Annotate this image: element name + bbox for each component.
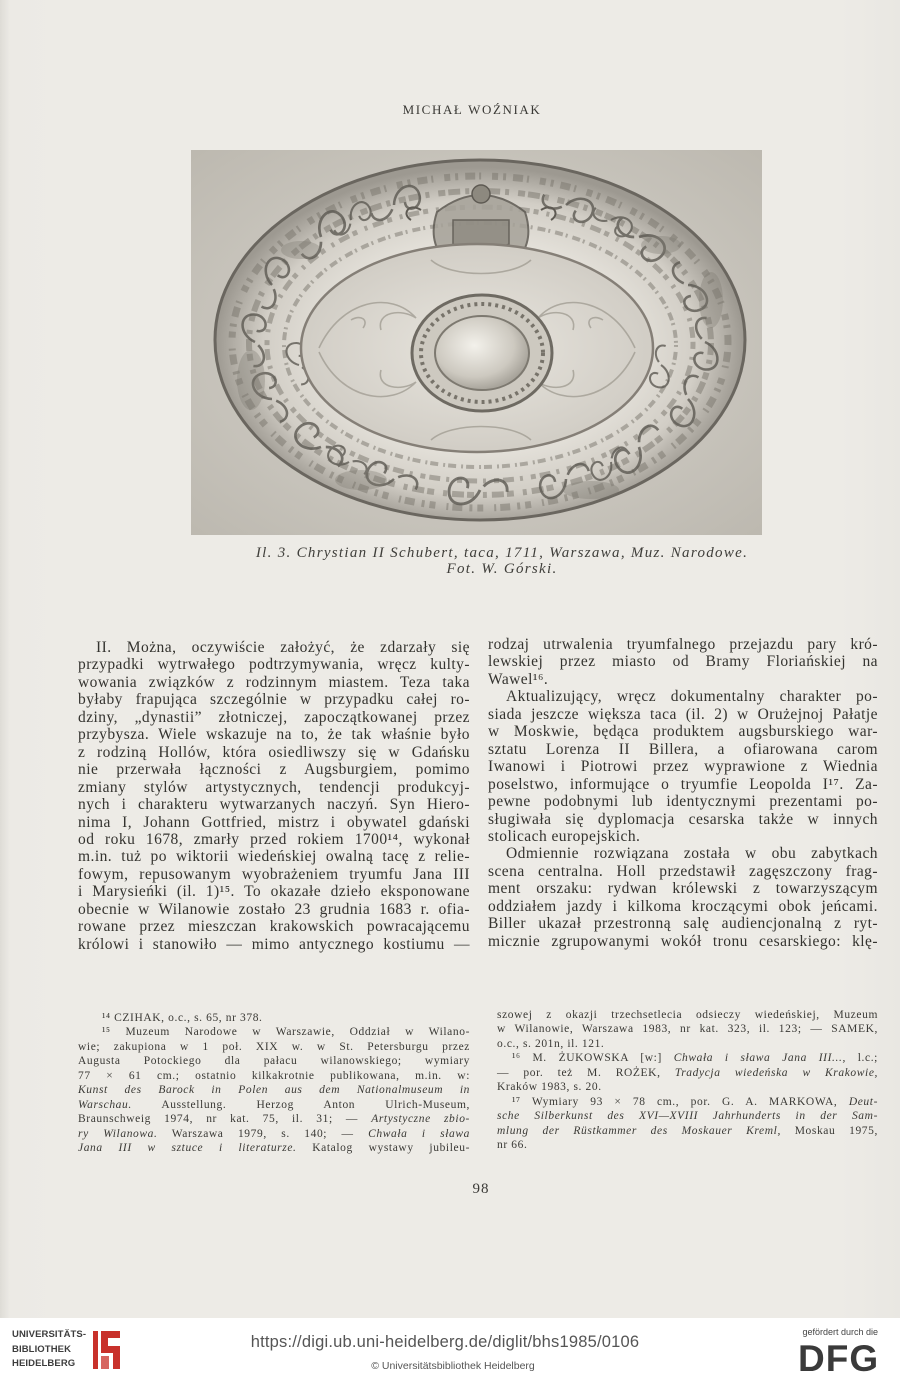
footnote-title: Artystyczne zbio- bbox=[371, 1113, 470, 1126]
text-line: od roku 1678, zmarły przed rokiem 1700¹⁴, wykonał bbox=[78, 830, 470, 848]
text-line: fowym, repusowanym wyobrażeniem tryumfu Jana III bbox=[78, 865, 470, 883]
text-line: Aktualizujący, wręcz dokumentalny charakter po- bbox=[506, 688, 878, 706]
footnote-title: ry Wilanowa. bbox=[78, 1127, 158, 1140]
footnote-text: l.c.; bbox=[845, 1052, 878, 1065]
footnote-line bbox=[78, 1025, 470, 1039]
footnotes-left bbox=[78, 1011, 470, 1155]
footnote-text: w Wilanowie, Warszawa 1983, nr kat. 323, il. 123; — SAMEK, bbox=[497, 1023, 878, 1036]
permalink-url[interactable]: https://digi.ub.uni-heidelberg.de/diglit/bhs1985/0106 bbox=[250, 1333, 640, 1351]
library-logo-line: HEIDELBERG bbox=[12, 1358, 76, 1369]
text-line: Biller ukazał przestronną salę audiencjonalną z ryt- bbox=[488, 915, 878, 933]
footnote-title: Warschau. bbox=[78, 1098, 132, 1111]
text-line: poselstwo, informujące o tryumfie Leopolda I¹⁷. Za- bbox=[488, 775, 878, 793]
library-logo-text bbox=[12, 1328, 86, 1372]
text-line: pewne podobnymi lub identycznymi prezentami po- bbox=[488, 793, 878, 811]
funding-note: gefördert durch die bbox=[802, 1327, 878, 1337]
text-line: zmiany stylów artystycznych, tendencji produkcyj- bbox=[78, 778, 470, 796]
tray-photo bbox=[191, 150, 762, 535]
footnote-text: — por. też M. ROŻEK, bbox=[497, 1066, 675, 1079]
footnote-line bbox=[78, 1127, 470, 1141]
footnote-line bbox=[497, 1037, 878, 1051]
text-line: nima I, Johann Gottfried, mistrz i obywatel gdański bbox=[78, 813, 470, 831]
figure-caption bbox=[222, 545, 782, 577]
text-line: lewskiej przez miasto od Bramy Floriańskiej na bbox=[488, 653, 878, 671]
footnote-text: nr 66. bbox=[497, 1138, 528, 1151]
text-line: II. Można, oczywiście założyć, że zdarzały się bbox=[96, 639, 470, 656]
footnote-title: Jana III w sztuce i literaturze. bbox=[78, 1141, 297, 1154]
footnote-title: Kunst des Barock in Polen aus dem Nationalmuseum in bbox=[78, 1084, 470, 1097]
text-line: obecnie w Wilanowie zostało 23 grudnia 1683 r. ofia- bbox=[78, 900, 470, 918]
footnote-text: Warszawa 1979, s. 140; — bbox=[157, 1127, 369, 1140]
text-line: rowane przez mieszczan krakowskich powracającemu bbox=[78, 918, 470, 936]
footnote-line bbox=[78, 1011, 470, 1025]
footnote-line bbox=[497, 1008, 878, 1022]
text-line: królowi i stanowiło — mimo antycznego kostiumu — bbox=[78, 935, 470, 953]
footnote-line bbox=[497, 1109, 878, 1123]
text-line: scena centralna. Holl przedstawił zagęszczony frag- bbox=[488, 862, 878, 880]
text-line: przybysza. Wiele wskazuje na to, że tak właśnie było bbox=[78, 726, 470, 744]
text-line: nie przerwała łączności z Augsburgiem, pomimo bbox=[78, 761, 470, 779]
footnote-line bbox=[78, 1069, 470, 1083]
footnote-line bbox=[497, 1022, 878, 1036]
text-line: z rodziną Hollów, która osiedliwszy się w Gdańsku bbox=[78, 743, 470, 761]
body-column-left bbox=[78, 639, 470, 953]
footnote-line bbox=[497, 1124, 878, 1138]
footnote-title: mlung der Rüstkammer des Moskauer Kreml, bbox=[497, 1124, 781, 1137]
text-line: stolicach europejskich. bbox=[488, 827, 641, 845]
footnote-text: wie; zakupiona w 1 poł. XIX w. w St. Petersburgu przez bbox=[78, 1040, 470, 1053]
text-line: micznie zgrupowanymi wokół tronu cesarskiego: klę- bbox=[488, 932, 878, 950]
text-line: sługiwała się dyplomacja cesarska także w innych bbox=[488, 810, 878, 828]
library-logo-line: UNIVERSITÄTS- bbox=[12, 1329, 87, 1340]
footnote-text: szowej z okazji trzechsetlecia odsieczy wiedeńskiej, Muzeum bbox=[497, 1009, 878, 1021]
footnote-line bbox=[78, 1098, 470, 1112]
footnote-text: ¹⁶ M. ŻUKOWSKA [w:] bbox=[512, 1052, 674, 1065]
footnote-text: Katalog wystawy jubileu- bbox=[296, 1141, 470, 1154]
figure-photo-tray bbox=[191, 150, 762, 535]
running-header-author: MICHAŁ WOŹNIAK bbox=[402, 102, 542, 117]
footnote-text: Ausstellung. Herzog Anton Ulrich-Museum, bbox=[131, 1098, 470, 1111]
footnote-line bbox=[497, 1080, 878, 1094]
footnote-text: ¹⁵ Muzeum Narodowe w Warszawie, Oddział w Wilano- bbox=[102, 1026, 470, 1039]
text-line: Wawel¹⁶. bbox=[488, 670, 549, 688]
footnote-line bbox=[497, 1051, 878, 1065]
footnote-text: 77 × 61 cm.; ostatnio kilkakrotnie publikowana, m.in. w: bbox=[78, 1069, 470, 1082]
footnote-line bbox=[497, 1066, 878, 1080]
library-logo-line: BIBLIOTHEK bbox=[12, 1343, 72, 1355]
library-footer bbox=[0, 1318, 900, 1383]
text-line: rodzaj utrwalenia tryumfalnego przejazdu pary kró- bbox=[488, 636, 878, 653]
body-column-right bbox=[488, 636, 878, 950]
library-logo-icon bbox=[91, 1327, 123, 1373]
text-line: nych i charakteru wytwarzanych naczyń. Syn Hiero- bbox=[78, 796, 470, 814]
footnote-line bbox=[78, 1141, 470, 1155]
dfg-logo: DFG bbox=[798, 1338, 880, 1379]
footnote-text: Augusta Potockiego dla pałacu wilanowskiego; wymiary bbox=[78, 1055, 470, 1068]
text-line: i Marysieńki (il. 1)¹⁵. To okazałe dzieło eksponowane bbox=[78, 883, 470, 901]
text-line: ment orszaku: rydwan królewski z towarzyszącym bbox=[488, 880, 878, 898]
text-line: byłaby frapująca szczególnie w przypadku całej ro- bbox=[78, 691, 470, 709]
footnote-title: Chwała i sława bbox=[368, 1127, 470, 1140]
footnote-line bbox=[78, 1054, 470, 1068]
copyright-notice: © Universitätsbibliothek Heidelberg bbox=[371, 1360, 535, 1372]
footnotes-right bbox=[497, 1008, 878, 1152]
text-line: siada jeszcze większa taca (il. 2) w Orużejnoj Pałatje bbox=[488, 705, 878, 723]
text-line: Odmiennie rozwiązana została w obu zabytkach bbox=[506, 845, 878, 863]
text-line: Iwanowi i Piotrowi przez wyprawione z Wiednia bbox=[488, 758, 878, 776]
tray-medallion bbox=[412, 295, 552, 411]
footnote-text: ¹⁴ CZIHAK, o.c., s. 65, nr 378. bbox=[102, 1012, 263, 1024]
page-number: 98 bbox=[472, 1181, 490, 1197]
text-line: oddziałem jazdy i kilkoma kroczącymi obok jeńcami. bbox=[488, 897, 878, 915]
text-line: sztatu Lorenza II Billera, a ofiarowana carom bbox=[488, 740, 878, 758]
footnote-text: Kraków 1983, s. 20. bbox=[497, 1081, 602, 1094]
footnote-text: Braunschweig 1974, nr kat. 75, il. 31; — bbox=[78, 1113, 372, 1126]
footnote-line bbox=[78, 1040, 470, 1054]
footnote-text: Moskau 1975, bbox=[780, 1124, 878, 1137]
footnote-title: Tradycja wiedeńska w Krakowie, bbox=[674, 1066, 878, 1079]
caption-credit: Fot. W. Górski. bbox=[446, 561, 558, 577]
footnote-text: ¹⁷ Wymiary 93 × 78 cm., por. G. A. MARKOWA, bbox=[512, 1095, 849, 1108]
footnote-text: o.c., s. 201n, il. 121. bbox=[497, 1037, 605, 1050]
footnote-line bbox=[497, 1138, 878, 1152]
footnote-line bbox=[497, 1095, 878, 1109]
text-line: m.in. tuż po wiktorii wiedeńskiej owalną tacę z relie- bbox=[78, 848, 470, 866]
text-line: dziny, „dynastii” złotniczej, zapoczątkowanej przez bbox=[78, 708, 470, 726]
text-line: wowania związków z rodzinnym miastem. Teza taka bbox=[78, 673, 470, 691]
text-line: przypadki wytrwałego podtrzymywania, wręcz kulty- bbox=[78, 656, 470, 674]
footnote-title: Deut- bbox=[848, 1095, 878, 1108]
footnote-title: Chwała i sława Jana III..., bbox=[673, 1052, 846, 1065]
footnote-line bbox=[78, 1112, 470, 1126]
footnote-line bbox=[78, 1083, 470, 1097]
text-line: w Moskwie, będąca produktem augsburskiego war- bbox=[488, 723, 878, 741]
caption-line: Il. 3. Chrystian II Schubert, taca, 1711, Warszawa, Muz. Narodowe. bbox=[255, 545, 749, 561]
footnote-title: sche Silberkunst des XVI—XVIII Jahrhunderts in der Sam- bbox=[497, 1110, 878, 1123]
